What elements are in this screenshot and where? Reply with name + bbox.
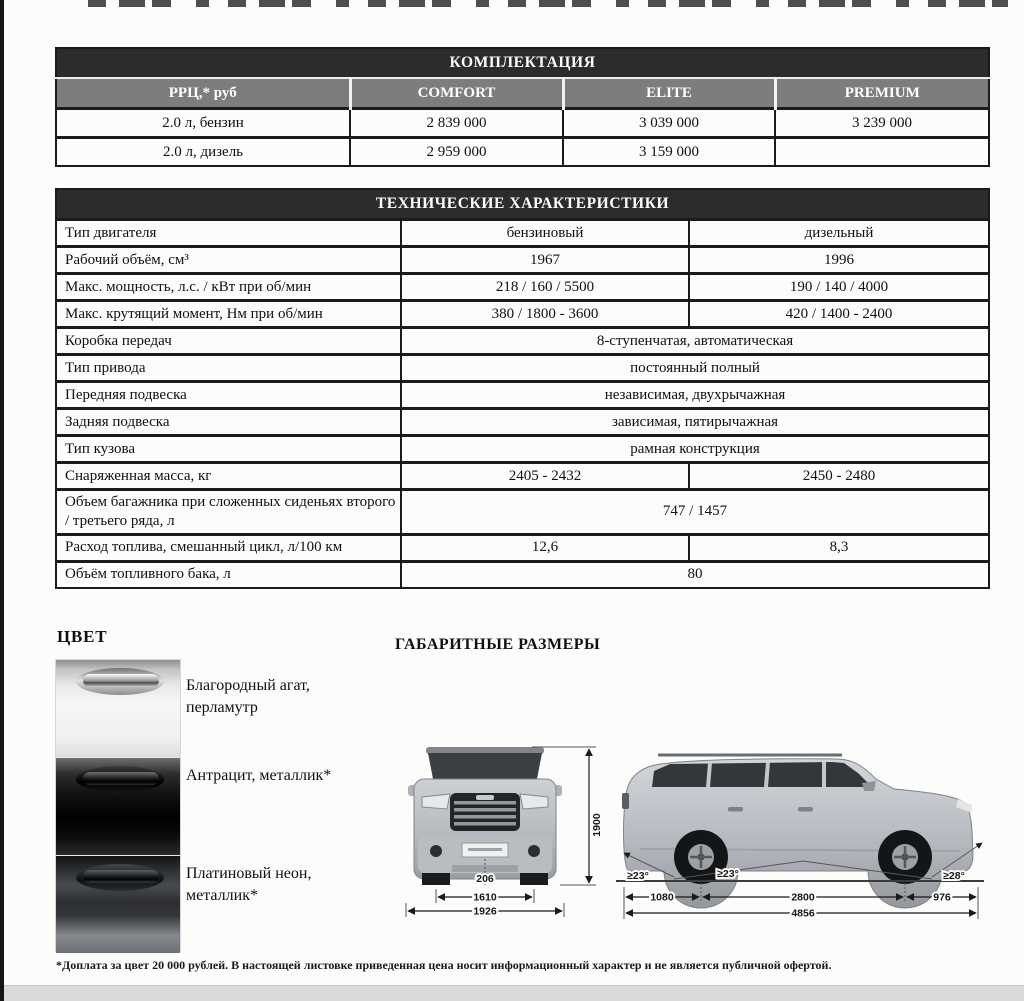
spec-label: Тип двигателя <box>56 220 401 247</box>
table-row <box>56 247 989 274</box>
technical-specs-table <box>55 188 990 589</box>
door-handle-icon <box>83 674 159 687</box>
table-row <box>56 409 989 436</box>
color-swatch-pearl <box>56 660 180 757</box>
scan-bottom-strip <box>4 985 1024 1001</box>
price-cell: 3 239 000 <box>775 109 989 138</box>
price-cell <box>775 138 989 167</box>
spec-value: 190 / 140 / 4000 <box>689 274 989 301</box>
trim-table-title: КОМПЛЕКТАЦИЯ <box>56 48 989 78</box>
car-front-view-drawing <box>392 737 607 919</box>
svg-text:1080: 1080 <box>650 891 674 904</box>
front-wheel <box>878 830 932 884</box>
svg-text:2800: 2800 <box>791 891 815 904</box>
spec-label: Рабочий объём, см³ <box>56 247 401 274</box>
door-handle-icon <box>728 807 743 812</box>
table-row <box>56 436 989 463</box>
spec-value: 2405 - 2432 <box>401 463 689 490</box>
color-swatch-anthracite <box>56 757 180 855</box>
table-header-row <box>56 78 989 109</box>
svg-text:206: 206 <box>476 873 494 885</box>
spec-label: Коробка передач <box>56 328 401 355</box>
table-row <box>56 109 989 138</box>
spec-label: Объём топливного бака, л <box>56 561 401 588</box>
trim-price-table <box>55 47 990 167</box>
door-handle-icon <box>83 870 159 883</box>
table-row <box>56 220 989 247</box>
spec-label: Макс. мощность, л.с. / кВт при об/мин <box>56 274 401 301</box>
color-section-title: ЦВЕТ <box>57 627 108 646</box>
color-swatch-strip <box>55 659 181 952</box>
svg-text:1926: 1926 <box>473 905 497 918</box>
rear-angle-label: ≥23° <box>627 870 649 882</box>
svg-text:1610: 1610 <box>473 891 497 904</box>
table-row <box>56 490 989 535</box>
tail-light <box>622 793 629 809</box>
front-angle-label: ≥28° <box>943 870 965 882</box>
color-name-platinum: Платиновый неон, металлик* <box>186 865 312 904</box>
table-title-row <box>56 48 989 78</box>
engine-label: 2.0 л, дизель <box>56 138 350 167</box>
footnote: *Доплата за цвет 20 000 рублей. В настоящей листовке приведенная цена носит информационный характер и не является публичной офертой. <box>56 958 832 972</box>
price-cell: 2 839 000 <box>350 109 563 138</box>
table-row <box>56 355 989 382</box>
side-car-body <box>622 755 973 908</box>
spec-value: бензиновый <box>401 220 689 247</box>
column-header-comfort: COMFORT <box>350 78 563 109</box>
table-row <box>56 274 989 301</box>
dimension-line-length <box>626 908 976 920</box>
table-row <box>56 463 989 490</box>
table-row <box>56 561 989 588</box>
spec-label: Объем багажника при сложенных сиденьях второго / третьего ряда, л <box>56 490 401 535</box>
spec-label: Макс. крутящий момент, Нм при об/мин <box>56 301 401 328</box>
table-row <box>56 138 989 167</box>
color-name-pearl: Благородный агат, перламутр <box>186 677 310 716</box>
spec-label: Тип кузова <box>56 436 401 463</box>
spec-value: 747 / 1457 <box>401 490 989 535</box>
spec-value: постоянный полный <box>401 355 989 382</box>
price-cell: 3 039 000 <box>563 109 775 138</box>
spec-value: 1967 <box>401 247 689 274</box>
door-handle-icon <box>798 807 813 812</box>
table-row <box>56 328 989 355</box>
spec-value: 380 / 1800 - 3600 <box>401 301 689 328</box>
spec-label: Тип привода <box>56 355 401 382</box>
scan-left-edge <box>0 0 4 1001</box>
spec-value: 80 <box>401 561 989 588</box>
svg-text:4856: 4856 <box>791 907 815 920</box>
price-cell: 2 959 000 <box>350 138 563 167</box>
spec-value: 8,3 <box>689 534 989 561</box>
column-header-elite: ELITE <box>563 78 775 109</box>
engine-label: 2.0 л, бензин <box>56 109 350 138</box>
spec-label: Задняя подвеска <box>56 409 401 436</box>
ramp-angle-label: ≥23° <box>717 868 739 880</box>
table-row <box>56 534 989 561</box>
cut-off-text-fragments <box>88 0 1008 7</box>
spec-value: 8-ступенчатая, автоматическая <box>401 328 989 355</box>
door-handle-icon <box>83 772 159 785</box>
spec-value: независимая, двухрычажная <box>401 382 989 409</box>
spec-value: рамная конструкция <box>401 436 989 463</box>
spec-label: Снаряженная масса, кг <box>56 463 401 490</box>
table-row <box>56 382 989 409</box>
spec-value: 1996 <box>689 247 989 274</box>
spec-value: зависимая, пятирычажная <box>401 409 989 436</box>
table-title-row <box>56 189 989 220</box>
table-row <box>56 301 989 328</box>
brand-badge-icon <box>476 795 494 800</box>
dimension-line-width <box>406 903 564 918</box>
spec-label: Передняя подвеска <box>56 382 401 409</box>
color-name-anthracite: Антрацит, металлик* <box>186 767 332 784</box>
spec-value: 12,6 <box>401 534 689 561</box>
svg-text:976: 976 <box>933 891 951 904</box>
specs-table-title: ТЕХНИЧЕСКИЕ ХАРАКТЕРИСТИКИ <box>56 189 989 220</box>
price-cell: 3 159 000 <box>563 138 775 167</box>
column-header-rrp: РРЦ,* руб <box>56 78 350 109</box>
spec-value: 218 / 160 / 5500 <box>401 274 689 301</box>
car-side-view-drawing <box>610 731 992 923</box>
spec-value: 2450 - 2480 <box>689 463 989 490</box>
spec-label: Расход топлива, смешанный цикл, л/100 км <box>56 534 401 561</box>
svg-text:1900: 1900 <box>591 813 603 837</box>
dimension-line-track <box>436 889 534 904</box>
spec-value: дизельный <box>689 220 989 247</box>
column-header-premium: PREMIUM <box>775 78 989 109</box>
color-swatch-platinum <box>56 855 180 953</box>
dimensions-section-title: ГАБАРИТНЫЕ РАЗМЕРЫ <box>395 636 601 653</box>
spec-value: 420 / 1400 - 2400 <box>689 301 989 328</box>
